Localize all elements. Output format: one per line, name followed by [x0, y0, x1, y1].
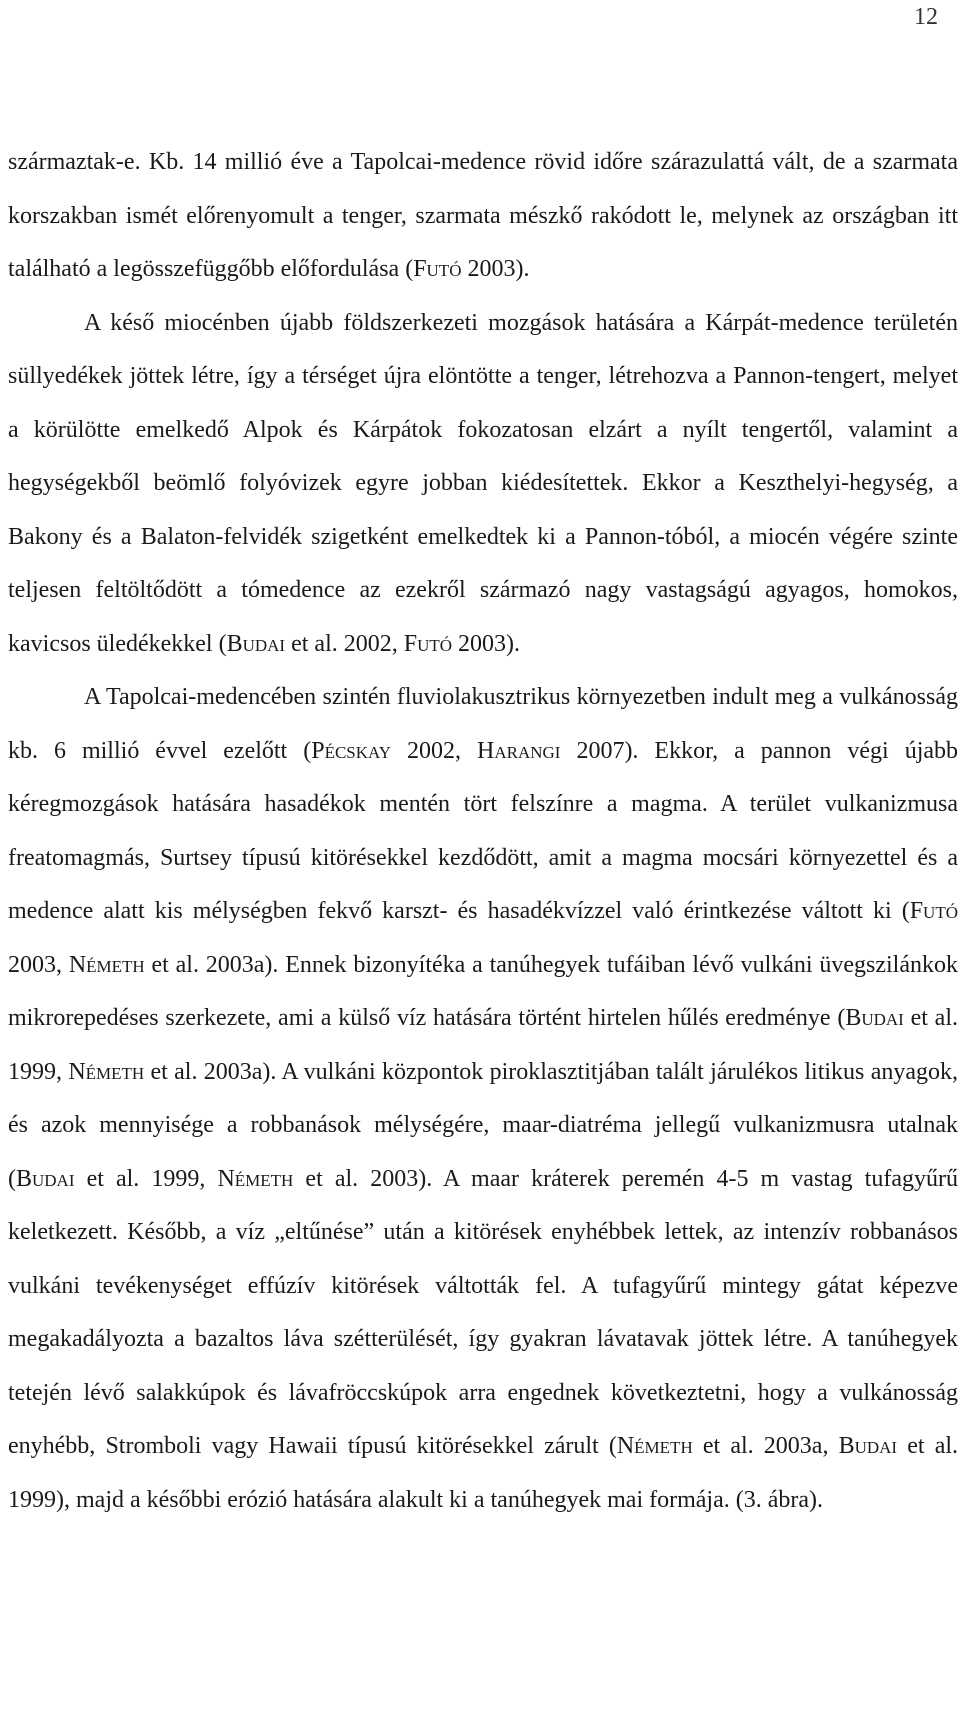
text-segment: et al. 2003). A maar kráterek peremén 4-5 m vastag tufagyűrű keletkezett. Később, a víz „eltűnése” után a kitörések enyhébbek lettek, az intenzív robbanásos vulkáni tevékenységet effúzív kitörések váltották fel. A tufagyűrű mintegy gátat képezve megakadályozta a bazaltos láva szétterülését, így gyakran lávatavak jöttek létre. A tanúhegyek tetején lévő salakkúpok és lávafröccskúpok arra engednek következtetni, hogy a vulkánosság enyhébb, Stromboli vagy Hawaii típusú kitörésekkel zárult (: [8, 1165, 958, 1459]
author-name: Budai: [845, 1005, 904, 1031]
text-segment: A késő miocénben újabb földszerkezeti mozgások hatására a Kárpát-medence területén süllyedékek jöttek létre, így a térséget újra elöntötte a tenger, létrehozva a Pannon-tengert, melyet a körülötte emelkedő Alpok és Kárpátok fokozatosan elzárt a nyílt tengertől, valamint a hegységekből beömlő folyóvizek egyre jobban kiédesítettek. Ekkor a Keszthelyi-hegység, a Bakony és a Balaton-felvidék szigetként emelkedtek ki a Pannon-tóból, a miocén végére szinte teljesen feltöltődött a tómedence az ezekről származó nagy vastagságú agyagos, homokos, kavicsos üledékekkel (: [8, 309, 958, 657]
text-segment: et al. 1999), majd a későbbi erózió hatására alakult ki a tanúhegyek mai formája. (3. ábra).: [8, 1433, 959, 1513]
author-name: Németh: [68, 1058, 145, 1085]
paragraph-1: [8, 136, 958, 297]
text-segment: 2003,: [8, 951, 69, 978]
text-segment: 2003).: [452, 630, 521, 657]
author-name: Futó: [909, 898, 958, 924]
text-segment: et al. 2003a). Ennek bizonyítéka a tanúhegyek tufáiban lévő vulkáni üvegszilánkok mikrorepedéses szerkezete, ami a külső víz hatására történt hirtelen hűlés eredménye (: [8, 951, 958, 1031]
text-segment: A Tapolcai-medencében szintén fluviolakusztrikus környezetben indult meg a vulkánosság kb. 6 millió évvel ezelőtt (: [8, 684, 958, 764]
author-name: Futó: [413, 256, 462, 282]
author-name: Budai: [226, 630, 286, 657]
text-segment: et al. 2003a). A vulkáni központok piroklasztitjában talált járulékos litikus anyagok, és azok mennyisége a robbanások mélységére, maar-diatréma jellegű vulkanizmusra utalnak (: [8, 1058, 959, 1192]
author-name: Budai: [16, 1165, 75, 1192]
text-segment: 2003).: [461, 256, 530, 282]
author-name: Pécskay: [311, 737, 392, 764]
author-name: Futó: [403, 630, 453, 657]
paragraph-2: [8, 297, 958, 672]
text-segment: et al. 1999,: [8, 1005, 959, 1085]
text-segment: et al. 1999,: [74, 1165, 218, 1192]
paragraph-3: [8, 671, 958, 1527]
author-name: Harangi: [477, 737, 561, 764]
text-segment: 2007). Ekkor, a pannon végi újabb kéregmozgások hatására hasadékok mentén tört felszínre a magma. A terület vulkanizmusa freatomagmás, Surtsey típusú kitörésekkel kezdődött, amit a magma mocsári környezettel és a medence alatt kis mélységben fekvő karszt- és hasadékvízzel való érintkezése váltott ki (: [8, 737, 959, 924]
author-name: Budai: [838, 1433, 898, 1459]
text-segment: et al. 2003a,: [692, 1433, 839, 1459]
page-number: 12: [914, 4, 938, 30]
author-name: Németh: [217, 1165, 294, 1192]
author-name: Németh: [68, 951, 145, 978]
text-segment: 2002,: [391, 737, 477, 764]
body-text: [8, 136, 958, 1527]
text-segment: származtak-e. Kb. 14 millió éve a Tapolcai-medence rövid időre szárazulattá vált, de a szarmata korszakban ismét előrenyomult a tenger, szarmata mészkő rakódott le, melynek az országban itt található a legösszefüggőbb előfordulása (: [8, 149, 958, 282]
text-segment: et al. 2002,: [285, 630, 404, 657]
author-name: Németh: [616, 1433, 693, 1459]
